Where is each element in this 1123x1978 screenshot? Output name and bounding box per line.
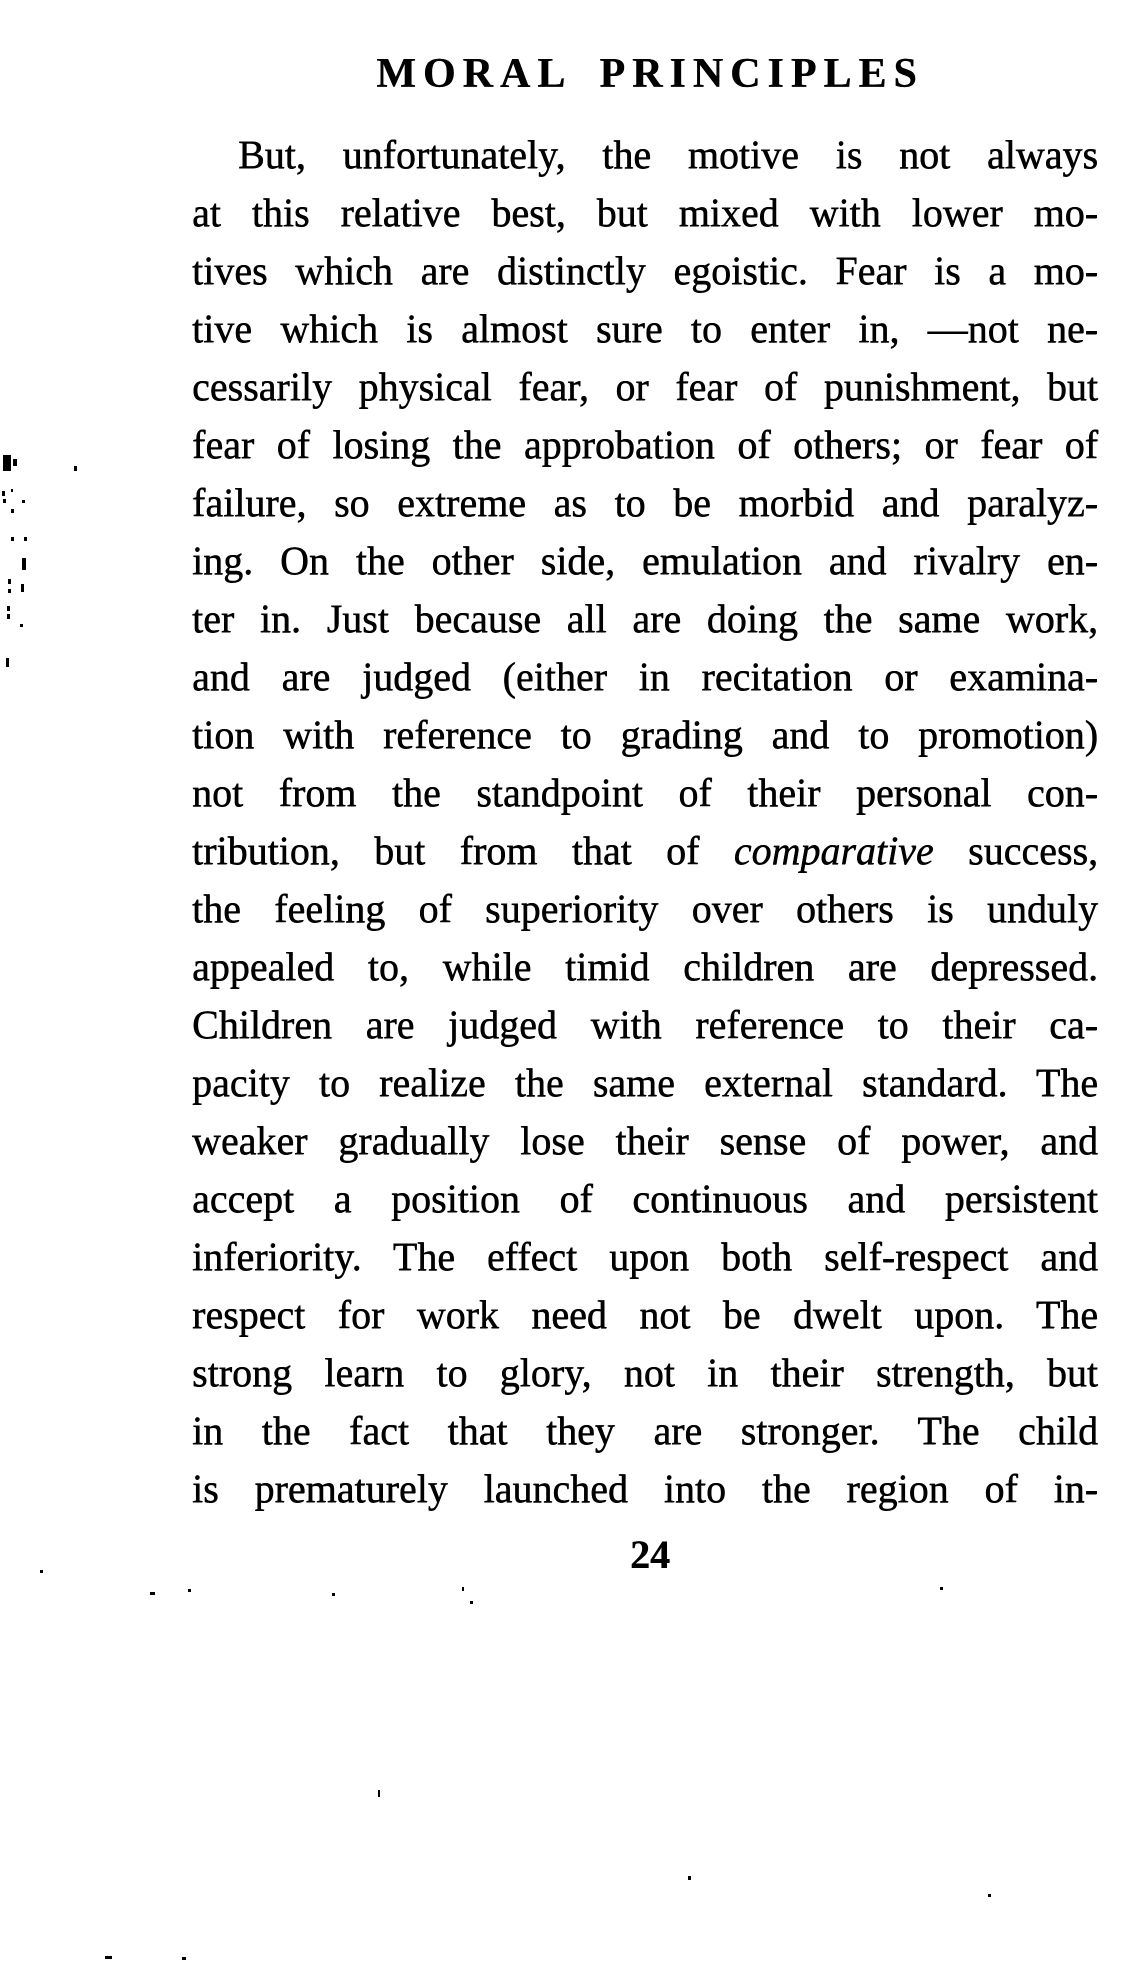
text-line: appealed to, while timid children are depressed.	[192, 944, 1098, 989]
ink-speck	[22, 558, 26, 570]
ink-speck	[8, 579, 11, 584]
text-line: is prematurely launched into the region of in-	[192, 1466, 1098, 1511]
ink-speck	[13, 459, 17, 466]
text-line: strong learn to glory, not in their strength, but	[192, 1350, 1098, 1395]
ink-speck	[2, 491, 5, 496]
ink-speck	[462, 1587, 464, 1591]
ink-speck	[940, 1587, 943, 1590]
ink-speck	[182, 1957, 186, 1960]
ink-speck	[7, 614, 10, 619]
ink-speck	[188, 1589, 191, 1592]
text-line: inferiority. The effect upon both self-respect and	[192, 1234, 1098, 1279]
ink-speck	[24, 537, 27, 541]
ink-speck	[40, 1570, 43, 1573]
text-line: not from the standpoint of their personal con-	[192, 770, 1098, 815]
text-line: the feeling of superiority over others is unduly	[192, 886, 1098, 931]
page-header: MORAL PRINCIPLES	[376, 51, 924, 97]
text-line: cessarily physical fear, or fear of punishment, but	[192, 364, 1098, 409]
ink-speck	[11, 509, 14, 513]
ink-speck	[74, 466, 77, 471]
ink-speck	[378, 1790, 380, 1797]
text-line: respect for work need not be dwelt upon. The	[192, 1292, 1098, 1337]
text-line: But, unfortunately, the motive is not always	[238, 132, 1098, 177]
text-line: accept a position of continuous and persistent	[192, 1176, 1098, 1221]
ink-speck	[3, 455, 11, 471]
text-line: and are judged (either in recitation or examina-	[192, 654, 1098, 699]
text-line	[192, 822, 1098, 880]
text-segment: tribution, but from that of	[192, 828, 734, 873]
text-line: tion with reference to grading and to promotion)	[192, 712, 1098, 757]
text-line: weaker gradually lose their sense of power, and	[192, 1118, 1098, 1163]
ink-speck	[150, 1592, 155, 1595]
ink-speck	[21, 584, 24, 592]
ink-speck	[988, 1894, 991, 1897]
text-line: tive which is almost sure to enter in, —not ne-	[192, 306, 1098, 351]
ink-speck	[688, 1876, 691, 1880]
ink-speck	[8, 589, 11, 593]
ink-speck	[3, 499, 6, 503]
text-line: in the fact that they are stronger. The child	[192, 1408, 1098, 1453]
ink-speck	[105, 1956, 112, 1959]
ink-speck	[6, 658, 9, 667]
ink-speck	[7, 606, 10, 611]
ink-speck	[470, 1601, 473, 1604]
text-line: ter in. Just because all are doing the same work,	[192, 596, 1098, 641]
ink-speck	[11, 489, 13, 492]
ink-speck	[22, 500, 25, 503]
text-line: fear of losing the approbation of others; or fear of	[192, 422, 1098, 467]
text-line: failure, so extreme as to be morbid and paralyz-	[192, 480, 1098, 525]
ink-speck	[20, 624, 23, 627]
text-line: Children are judged with reference to their ca-	[192, 1002, 1098, 1047]
page-number: 24	[630, 1532, 670, 1577]
text-line: ing. On the other side, emulation and rivalry en-	[192, 538, 1098, 583]
text-line: tives which are distinctly egoistic. Fear is a mo-	[192, 248, 1098, 293]
ink-speck	[11, 537, 14, 541]
ink-speck	[332, 1593, 335, 1596]
italic-word: comparative	[733, 828, 934, 873]
body-text	[192, 126, 1098, 1518]
text-line: at this relative best, but mixed with lower mo-	[192, 190, 1098, 235]
text-segment: success,	[933, 828, 1098, 873]
text-line: pacity to realize the same external standard. The	[192, 1060, 1098, 1105]
